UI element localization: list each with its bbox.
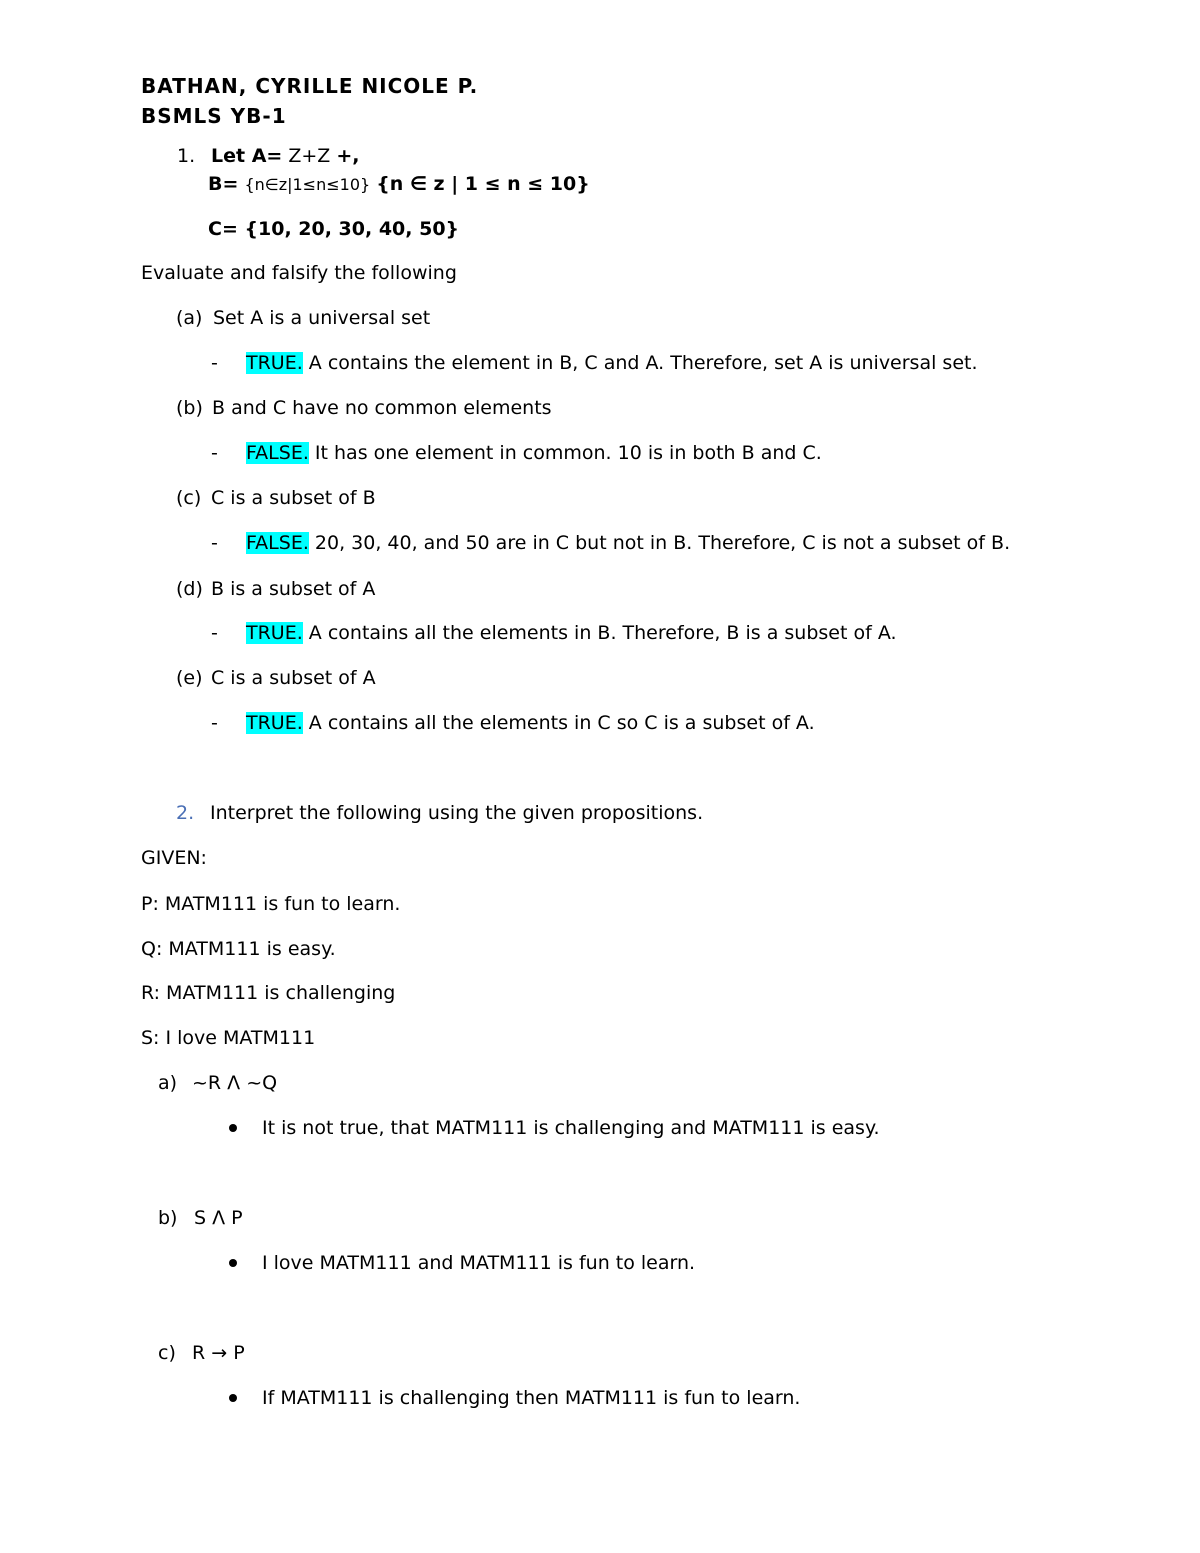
q2-number: 2. — [176, 802, 195, 824]
q1-item-d-label: (d) — [176, 578, 203, 600]
q1-item-e-label: (e) — [176, 667, 203, 689]
q2-item-b-label: b) — [158, 1207, 178, 1229]
given-label: GIVEN: — [141, 847, 207, 869]
q2-item-a-label: a) — [158, 1072, 178, 1094]
q1-item-c-statement: C is a subset of B — [211, 487, 376, 509]
explanation: 20, 30, 40, and 50 are in C but not in B. Therefore, C is not a subset of B. — [308, 532, 1011, 554]
q1-item-d-answer — [246, 620, 897, 646]
proposition-q: Q: MATM111 is easy. — [141, 938, 336, 960]
q1-item-b-label: (b) — [176, 397, 203, 419]
q1-item-e-dash: - — [211, 712, 218, 734]
bullet-icon — [229, 1394, 237, 1402]
student-section: BSMLS YB-1 — [141, 104, 287, 128]
verdict-badge: FALSE. — [246, 442, 309, 464]
proposition-s: S: I love MATM111 — [141, 1027, 316, 1049]
bullet-icon — [229, 1124, 237, 1132]
proposition-p: P: MATM111 is fun to learn. — [141, 893, 401, 915]
q1-set-c: C= {10, 20, 30, 40, 50} — [208, 218, 460, 240]
q1-item-b-statement: B and C have no common elements — [212, 397, 552, 419]
q1-item-a-statement: Set A is a universal set — [213, 307, 431, 329]
q1-item-a-dash: - — [211, 352, 218, 374]
set-b-value: {n ∈ z | 1 ≤ n ≤ 10} — [376, 173, 590, 195]
q2-item-c-expr: R → P — [192, 1342, 245, 1364]
explanation: It has one element in common. 10 is in both B and C. — [308, 442, 822, 464]
q1-item-e-statement: C is a subset of A — [211, 667, 376, 689]
verdict-badge: TRUE. — [246, 622, 303, 644]
explanation: A contains all the elements in C so C is a subset of A. — [302, 712, 815, 734]
set-a-suffix: +, — [336, 145, 360, 167]
proposition-r: R: MATM111 is challenging — [141, 982, 396, 1004]
q2-item-a-answer: It is not true, that MATM111 is challenging and MATM111 is easy. — [262, 1117, 880, 1139]
verdict-badge: TRUE. — [246, 712, 303, 734]
set-a-label: Let A= — [211, 145, 283, 167]
student-name: BATHAN, CYRILLE NICOLE P. — [141, 74, 479, 98]
q1-item-c-dash: - — [211, 532, 218, 554]
explanation: A contains the element in B, C and A. Therefore, set A is universal set. — [302, 352, 978, 374]
q1-set-a — [211, 143, 360, 169]
q1-set-b — [208, 171, 590, 198]
set-b-small: {n∈z|1≤n≤10} — [244, 175, 371, 194]
set-b-label: B= — [208, 173, 239, 195]
q2-title: Interpret the following using the given propositions. — [210, 802, 704, 824]
explanation: A contains all the elements in B. Therefore, B is a subset of A. — [302, 622, 897, 644]
q2-item-b-expr: S Λ P — [194, 1207, 243, 1229]
verdict-badge: TRUE. — [246, 352, 303, 374]
q2-item-b-answer: I love MATM111 and MATM111 is fun to learn. — [262, 1252, 696, 1274]
verdict-badge: FALSE. — [246, 532, 309, 554]
q2-item-c-label: c) — [158, 1342, 176, 1364]
bullet-icon — [229, 1259, 237, 1267]
q1-item-e-answer — [246, 710, 815, 736]
q2-item-a-expr: ~R Λ ~Q — [192, 1072, 278, 1094]
q1-instruction: Evaluate and falsify the following — [141, 262, 457, 284]
q2-item-c-answer: If MATM111 is challenging then MATM111 is fun to learn. — [262, 1387, 801, 1409]
q1-item-a-answer — [246, 350, 978, 376]
q1-item-c-label: (c) — [176, 487, 202, 509]
q1-item-d-statement: B is a subset of A — [211, 578, 376, 600]
q1-item-b-dash: - — [211, 442, 218, 464]
q1-item-c-answer — [246, 530, 1010, 556]
q1-item-a-label: (a) — [176, 307, 203, 329]
q1-number: 1. — [177, 145, 196, 167]
q1-item-b-answer — [246, 440, 822, 466]
q1-item-d-dash: - — [211, 622, 218, 644]
set-a-value: Z+Z — [288, 145, 331, 167]
